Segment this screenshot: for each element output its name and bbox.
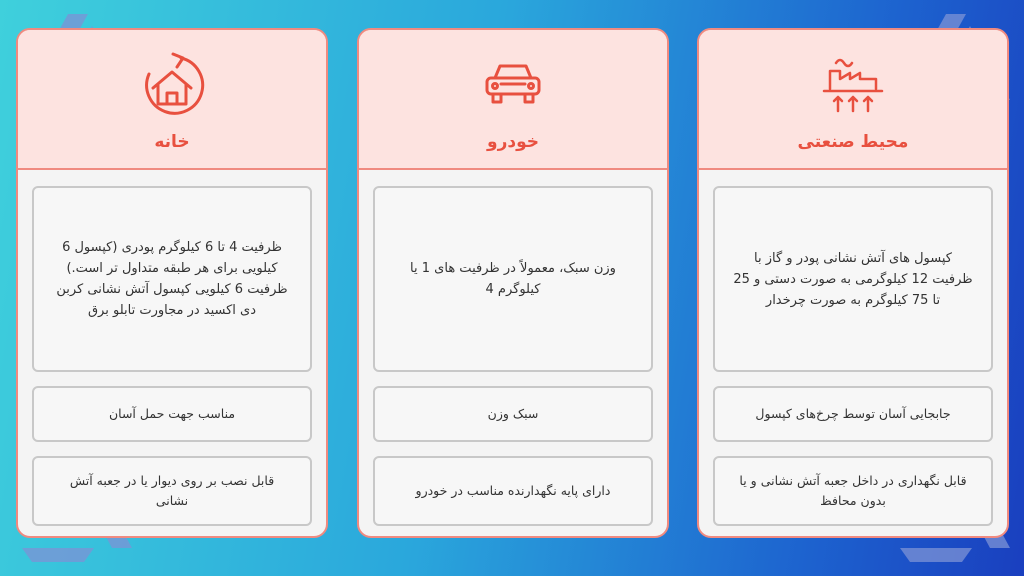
column-car (357, 28, 669, 538)
spec-box: وزن سبک، معمولاً در ظرفیت های 1 یا کیلوگرم 4 (373, 186, 653, 372)
factory-icon (820, 52, 886, 118)
feature-box: دارای پایه نگهدارنده مناسب در خودرو (373, 456, 653, 526)
feature-box: قابل نصب بر روی دیوار یا در جعبه آتش نشانی (32, 456, 312, 526)
feature-box: قابل نگهداری در داخل جعبه آتش نشانی و یا بدون محافظ (713, 456, 993, 526)
spec-box: کپسول های آتش نشانی پودر و گاز با ظرفیت 12 کیلوگرمی به صورت دستی و 25 تا 75 کیلوگرم به صورت چرخدار (713, 186, 993, 372)
car-icon (481, 52, 545, 118)
feature-box: مناسب جهت حمل آسان (32, 386, 312, 442)
column-header (18, 30, 326, 170)
house-icon (137, 52, 207, 118)
feature-box: جابجایی آسان توسط چرخ‌های کپسول (713, 386, 993, 442)
feature-box: سبک وزن (373, 386, 653, 442)
column-home (16, 28, 328, 538)
column-title: خانه (154, 132, 190, 152)
column-header (359, 30, 667, 170)
column-title: محیط صنعتی (797, 132, 909, 152)
spec-box: ظرفیت 4 تا 6 کیلوگرم پودری (کپسول 6 کیلویی برای هر طبقه متداول تر است.) ظرفیت 6 کیلویی کپسول آتش نشانی کربن دی اکسید در مجاورت تابلو برق (32, 186, 312, 372)
column-industrial (697, 28, 1009, 538)
column-header (699, 30, 1007, 170)
column-title: خودرو (487, 132, 539, 152)
